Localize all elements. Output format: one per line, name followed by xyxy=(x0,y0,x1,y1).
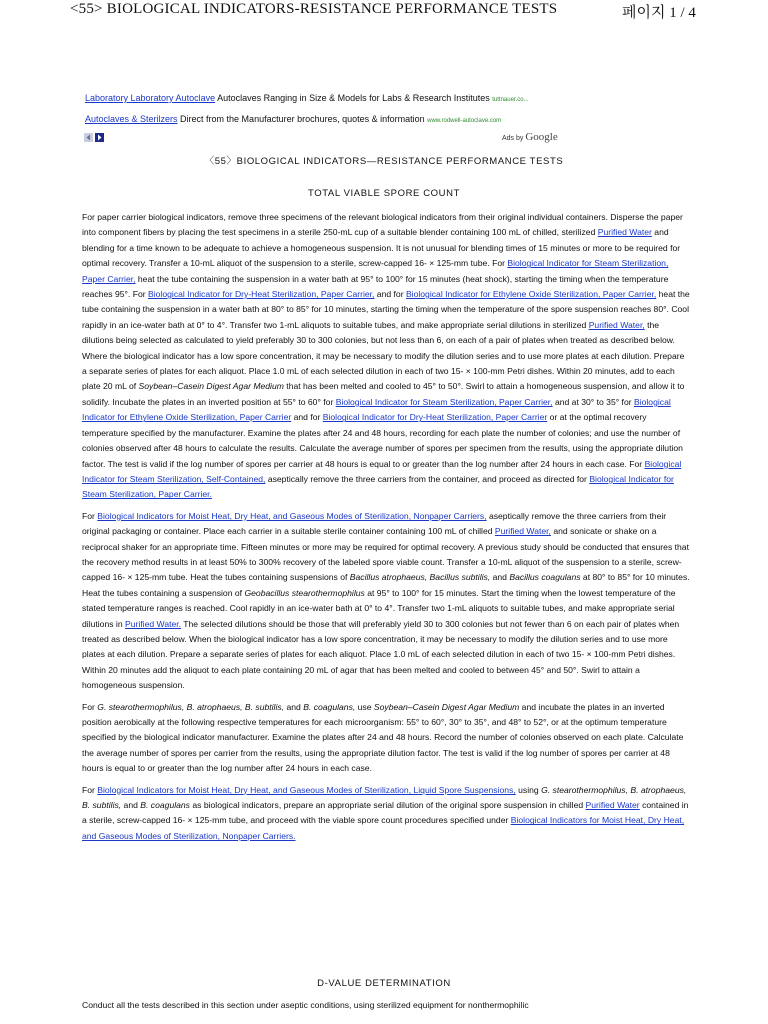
ad-link-1[interactable]: Laboratory Laboratory Autoclave xyxy=(85,93,216,103)
link-bi-steam-paper[interactable]: Biological Indicator for Steam Sterilization, Paper Carrier, xyxy=(82,258,669,284)
ad-nav xyxy=(84,133,106,151)
link-bi-eto-paper[interactable]: Biological Indicator for Ethylene Oxide Sterilization, Paper Carrier, xyxy=(405,289,657,300)
link-bi-nonpaper-carriers[interactable]: Biological Indicators for Moist Heat, Dry Heat, and Gaseous Modes of Sterilization, Nonpaper Carriers, xyxy=(97,510,487,521)
link-purified-water[interactable]: Purified Water xyxy=(597,227,652,238)
link-bi-steam-paper[interactable]: Biological Indicator for Steam Sterilization, Paper Carrier. xyxy=(82,473,674,500)
paragraph-4: For Biological Indicators for Moist Heat, Dry Heat, and Gaseous Modes of Sterilization, Liquid Spore Suspensions, using G. stearothermophilus, B. atrophaeus, B. subtilis, and B. coagulans as biological indicators, prepare an appropriate serial dilution of the original spore suspension in chilled Purified Water contained in a sterile, screw-capped 16- × 125-mm tube, and proceed with the viable spore count procedures specified under Biological Indicators for Moist Heat, Dry Heat, and Gaseous Modes of Sterilization, Nonpaper Carriers. xyxy=(82,784,689,841)
section-heading-total-viable-spore-count: TOTAL VIABLE SPORE COUNT xyxy=(307,188,460,199)
document-title: 〈55〉BIOLOGICAL INDICATORS—RESISTANCE PERFORMANCE TESTS xyxy=(204,156,564,167)
link-purified-water[interactable]: Purified Water, xyxy=(588,319,645,330)
document-body xyxy=(82,210,690,850)
link-bi-dryheat-paper[interactable]: Biological Indicator for Dry-Heat Sterilization, Paper Carrier xyxy=(322,412,548,423)
link-bi-steam-self-contained[interactable]: Biological Indicator for Steam Sterilization, Self-Contained, xyxy=(82,458,682,484)
link-bi-eto-paper[interactable]: Biological Indicator for Ethylene Oxide Sterilization, Paper Carrier xyxy=(82,396,671,423)
ad-next-arrow-icon[interactable] xyxy=(95,133,104,142)
ad-text-2: Direct from the Manufacturer brochures, quotes & information xyxy=(177,114,428,124)
google-logo: Google xyxy=(525,131,558,143)
ad-line-2 xyxy=(85,114,501,124)
ad-line-1 xyxy=(85,93,529,103)
ad-link-2[interactable]: Autoclaves & Sterilzers xyxy=(85,114,178,124)
link-purified-water[interactable]: Purified Water, xyxy=(494,526,551,537)
link-purified-water[interactable]: Purified Water. xyxy=(125,618,182,629)
window-header xyxy=(0,0,768,22)
ad-prev-arrow-icon[interactable] xyxy=(84,133,93,142)
ads-by-label: Ads by xyxy=(502,135,524,142)
page-header-title: <55> BIOLOGICAL INDICATORS-RESISTANCE PERFORMANCE TESTS xyxy=(70,1,558,17)
paragraph-3: For G. stearothermophilus, B. atrophaeus, B. subtilis, and B. coagulans, use Soybean–Casein Digest Agar Medium and incubate the plates in an inverted position aerobically at the following respective temperatures for each microorganism: 55° to 60°, 30° to 35°, and 48° to 52°, or at the optimum temperature specified by the biological indicator manufacturer. Examine the plates after 24 and 48 hours. Record the number of colonies observed on each plate. Calculate the average number of spores per carrier from the results, using the appropriate dilution factor. The test is valid if the log number of spores per carrier at 48 hours is equal to or greater than the log number after 24 hours in each case. xyxy=(82,701,684,774)
paragraph-1: For paper carrier biological indicators, remove three specimens of the relevant biological indicators from their original individual containers. Disperse the paper into component fibers by placing the test specimens in a sterile 250-mL cup of a suitable blender containing 100 mL of chilled, sterilized Purified Water and blending for a time known to be adequate to achieve a homogeneous suspension. It is not unusual for blending times of 15 minutes or more to be required for optimal recovery. Transfer a 10-mL aliquot of the suspension to a sterile, screw-capped 16- × 125-mm tube. For Biological Indicator for Steam Sterilization, Paper Carrier, heat the tube containing the suspension in a water bath at 95° to 100° for 15 minutes (heat shock), starting the timing when the temperature reaches 95°. For Biological Indicator for Dry-Heat Sterilization, Paper Carrier, and for Biological Indicator for Ethylene Oxide Sterilization, Paper Carrier, heat the tube containing the suspension in a water bath at 80° to 85° for 10 minutes, starting the timing when the temperature of the spore suspension reaches 80°. Cool rapidly in an ice-water bath at 0° to 4°. Transfer two 1-mL aliquots to suitable tubes, and make appropriate serial dilutions in sterilized Purified Water, the dilutions being selected as calculated to yield preferably 30 to 300 colonies, but not less than 6, on each of a pair of plates when treated as described below. Where the biological indicator has a low spore concentration, it may be necessary to modify the dilution series and to use more plates at each dilution. Prepare a separate series of plates for each aliquot. Place 1.0 mL of each selected dilution in each of two 15- × 100-mm Petri dishes. Within 20 minutes, add to each plate 20 mL of Soybean–Casein Digest Agar Medium that has been melted and cooled to 45° to 50°. Swirl to attain a homogeneous suspension, and allow it to solidify. Incubate the plates in an inverted position at 55° to 60° for Biological Indicator for Steam Sterilization, Paper Carrier, and at 30° to 35° for Biological Indicator for Ethylene Oxide Sterilization, Paper Carrier and for Biological Indicator for Dry-Heat Sterilization, Paper Carrier or at the optimal recovery temperature specified by the manufacturer. Examine the plates after 24 and 48 hours, recording for each plate the number of colonies; and use the number of colonies observed after 48 hours to calculate the results. Calculate the average number of spores per specimen from the results, using the appropriate dilution factor. The test is valid if the log number of spores per carrier at 48 hours is equal to or greater than the log number after 24 hours in each case. For Biological Indicator for Steam Sterilization, Self-Contained, aseptically remove the three carriers from the container, and proceed as directed for Biological Indicator for Steam Sterilization, Paper Carrier. xyxy=(82,212,690,500)
ads-by-google[interactable] xyxy=(502,131,558,143)
link-bi-steam-paper[interactable]: Biological Indicator for Steam Sterilization, Paper Carrier, xyxy=(335,396,553,407)
link-bi-liquid-spore-suspensions[interactable]: Biological Indicators for Moist Heat, Dry Heat, and Gaseous Modes of Sterilization, Liquid Spore Suspensions, xyxy=(97,784,516,795)
link-bi-nonpaper-carriers[interactable]: Biological Indicators for Moist Heat, Dry Heat, and Gaseous Modes of Sterilization, Nonpaper Carriers. xyxy=(82,815,685,841)
link-bi-dryheat-paper[interactable]: Biological Indicator for Dry-Heat Sterilization, Paper Carrier, xyxy=(148,289,375,300)
paragraph-2: For Biological Indicators for Moist Heat, Dry Heat, and Gaseous Modes of Sterilization, Nonpaper Carriers, aseptically remove the three carriers from their original packaging or container. Place each carrier in a suitable sterile container containing 100 mL of chilled Purified Water, and sonicate or shake on a reciprocal shaker for an appropriate time. Fifteen minutes or more may be required for optimal recovery. A previous study should be conducted that ensures that the recovery method results in at least 50% to 300% recovery of the labeled spore viable count. Transfer a 10-mL aliquot of the suspension to a sterile, screw-capped 16- × 125-mm tube. Heat the tubes containing suspensions of Bacillus atrophaeus, Bacillus subtilis, and Bacillus coagulans at 80° to 85° for 10 minutes. Heat the tubes containing a suspension of Geobacillus stearothermophilus at 95° to 100° for 15 minutes. Start the timing when the lowest temperature of the stated temperature ranges is reached. Cool rapidly in an ice-water bath at 0° to 4°. Transfer two 1-mL aliquots to suitable tubes, and make appropriate serial dilutions in Purified Water. The selected dilutions should be those that will preferably yield 30 to 300 colonies but not fewer than 6 on each pair of plates when treated as described below. When the biological indicator has a low spore concentration, it may be necessary to modify the dilution series and to use more plates at each dilution. Prepare a separate series of plates for each aliquot. Place 1.0 mL of each selected dilution in each of two 15- × 100-mm Petri dishes. Within 20 minutes add the aliquot to each plate containing 20 mL of agar that has been melted and cooled to between 45° and 50°. Swirl to attain a homogeneous suspension. xyxy=(82,510,690,691)
paragraph-5-start: Conduct all the tests described in this section under aseptic conditions, using sterilized equipment for nonthermophilic xyxy=(82,1000,529,1010)
link-purified-water[interactable]: Purified Water xyxy=(585,800,640,811)
ad-url-2[interactable]: www.rodwell-autoclave.com xyxy=(427,118,502,124)
ad-url-1[interactable]: tuttnauer.co... xyxy=(492,97,529,103)
page-counter: 페이지 1 / 4 xyxy=(622,5,696,21)
ad-text-1: Autoclaves Ranging in Size & Models for Labs & Research Institutes xyxy=(215,93,493,103)
section-heading-d-value-determination: D-VALUE DETERMINATION xyxy=(317,978,451,989)
